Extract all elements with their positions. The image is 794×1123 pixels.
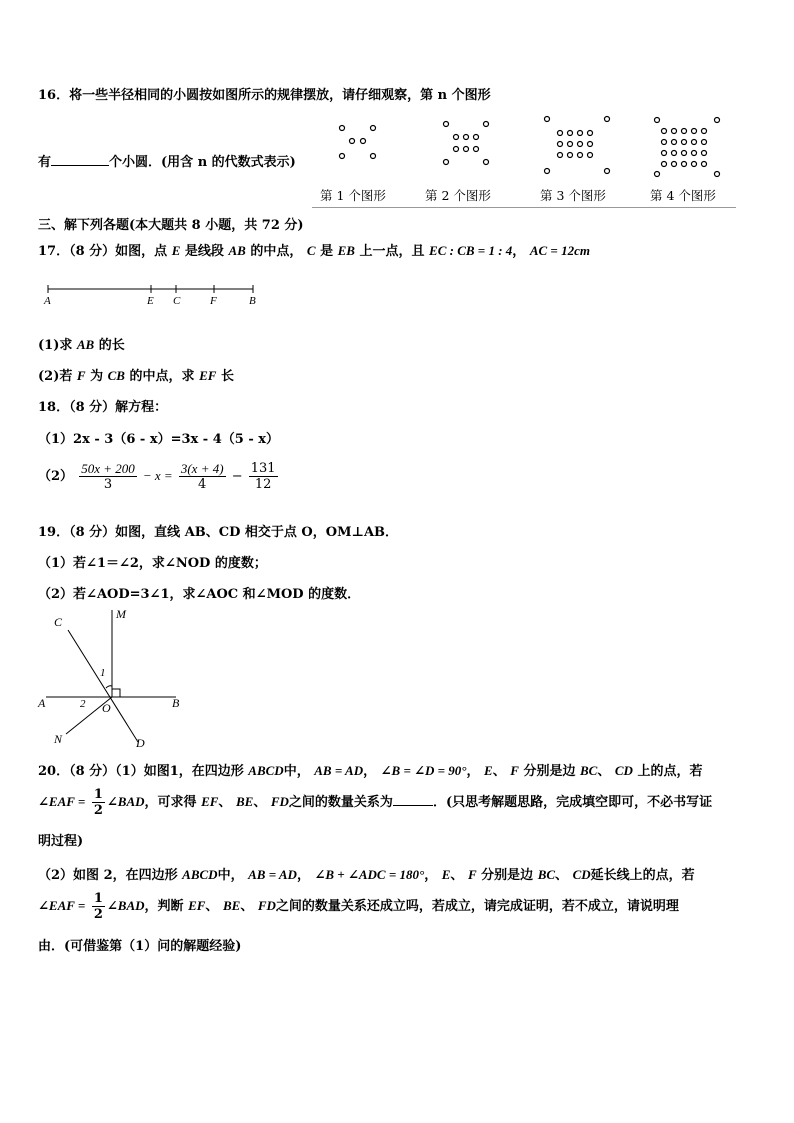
q16-caption-4: 第 4 个图形 [650,188,716,203]
q19-label-2: 2 [80,698,86,710]
q20-l1-b: 中， [283,764,310,779]
q20-l4-e: ， [424,868,438,883]
q20-half-1 [92,787,105,818]
q20-l1-bc: BC [580,763,598,778]
q20-l5-dun-2: 、 [240,899,254,914]
q20-l2-angle-pre: ∠EAF = [38,794,86,809]
q16-figure [312,113,736,208]
q20-l4-e-point: E [441,867,451,882]
q20-l4-f: 分别是边 [481,868,534,883]
q19-angle-figure [36,604,196,752]
q18-f1-den: 3 [103,477,113,492]
q16-caption-1: 第 1 个图形 [320,188,386,203]
q17-segment-eb: EB [337,243,355,258]
q20-l4-a: （2）如图 2，在四边形 [38,868,178,883]
q17-stem-a: 17．（8 分）如图，点 [38,244,168,259]
q20-l4-f-point: F [467,867,477,882]
q20-l2-a: ，可求得 [144,795,197,810]
q20-l5-a: ，判断 [144,899,184,914]
q17-p1-pre: (1)求 [38,338,73,353]
q17-stem [38,240,590,259]
q17-segment-figure [38,280,268,308]
q20-l5-dun-1: 、 [205,899,219,914]
q20-half-2 [92,891,105,922]
q20-l5-b: 之间的数量关系还成立吗，若成立，请完成证明，若不成立，请说明理 [275,899,679,914]
q20-l1-angles: ∠B = ∠D = 90° [380,763,467,778]
q17-stem-e: 上一点，且 [359,244,425,259]
q20-line-5 [38,891,679,922]
q20-l2-angle-post: ∠BAD [106,794,145,809]
q18-f2-num: 3(x + 4) [180,461,224,476]
q16-caption-2: 第 2 个图形 [425,188,491,203]
q20-half-2-den: 2 [93,907,103,922]
q20-l1-cd: CD [614,763,633,778]
q16-caption-3: 第 3 个图形 [540,188,606,203]
q20-l1-j: 上的点，若 [637,764,703,779]
q20-l2-ef: EF [201,794,219,809]
q17-p2-f: F [76,368,86,383]
q19-label-n: N [54,732,63,746]
q20-l4-dun: 、 [450,868,464,883]
q20-l4-ab-ad: AB = AD [248,867,297,882]
q20-line-2 [38,787,712,818]
q17-p2-cb: CB [107,368,125,383]
q20-l4-c: ， [296,868,310,883]
q20-line-6: 由．(可借鉴第（1）问的解题经验) [38,939,242,954]
q19-part-1: （1）若∠1＝∠2，求∠NOD 的度数； [38,556,267,571]
q20-l4-b: 中， [217,868,244,883]
q20-l1-f-point: F [510,763,519,778]
q20-line-3: 明过程) [38,834,84,849]
q16-line2-post: 个小圆．(用含 n 的代数式表示) [109,155,296,170]
q18-eq2-label: （2） [38,469,74,484]
q20-l1-abcd: ABCD [248,763,284,778]
q20-l5-fd: FD [257,898,276,913]
q19-label-o: O [102,701,111,715]
q20-l4-abcd: ABCD [182,867,218,882]
q20-l4-cd: CD [572,867,591,882]
q20-l2-dun-1: 、 [218,795,232,810]
q19-label-c: C [54,615,63,629]
section-3-heading: 三、解下列各题(本大题共 8 小题，共 72 分) [38,218,304,233]
q19-label-a: A [38,696,46,710]
q18-eq2-mid: − x = [142,468,173,483]
q17-part-1 [38,334,125,353]
q19-label-m: M [116,607,126,621]
q17-label-a: A [44,295,51,307]
q16-line1: 16．将一些半径相同的小圆按如图所示的规律摆放，请仔细观察，第 n 个图形 [38,88,491,103]
q20-l1-e-point: E [484,763,493,778]
q17-p1-post: 的长 [98,338,125,353]
q17-p2-ef: EF [199,368,217,383]
q20-half-1-den: 2 [93,803,103,818]
q19-part-2: （2）若∠AOD=3∠1，求∠AOC 和∠MOD 的度数． [38,587,361,602]
q17-p2-a: (2)若 [38,369,73,384]
q20-l1-h: 分别是边 [523,764,576,779]
q17-stem-c: 的中点， [250,244,303,259]
q17-stem-d: 是 [320,244,334,259]
q20-half-2-num: 1 [93,891,103,906]
q20-l1-f: ， [466,764,480,779]
q20-l2-c: ．(只思考解题思路，完成填空即可，不必书写证 [432,795,713,810]
q18-equation-1: （1）2x - 3（6 - x）=3x - 4（5 - x） [38,432,280,447]
q16-answer-blank[interactable] [51,153,109,166]
q20-l5-be: BE [222,898,241,913]
q20-l1-i: 、 [597,764,611,779]
q18-eq2-minus: − [231,469,243,484]
q16-line2 [38,151,296,170]
q20-l1-a: 20．（8 分）（1）如图1，在四边形 [38,764,244,779]
q17-p1-ab: AB [76,337,95,352]
q20-line-1 [38,760,703,779]
q20-l2-be: BE [235,794,254,809]
q17-label-b: B [249,295,256,307]
q20-l1-ab-ad: AB = AD [314,763,364,778]
q20-l5-angle-post: ∠BAD [106,898,145,913]
q18-f1-num: 50x + 200 [81,461,135,476]
q16-line2-pre: 有 [38,155,52,170]
q17-point-e: E [171,243,181,258]
q18-f3-num: 131 [250,461,276,476]
q20-l2-fd: FD [270,794,289,809]
q20-l4-angles: ∠B + ∠ADC = 180° [314,867,425,882]
q20-l2-dun-2: 、 [253,795,267,810]
q20-l2-b: 之间的数量关系为 [288,795,393,810]
q18-fraction-2 [179,461,226,492]
q20-l5-ef: EF [188,898,206,913]
q20-l1-d: ， [363,764,377,779]
q20-l4-dun-2: 、 [555,868,569,883]
q20-l4-bc: BC [537,867,556,882]
q18-f3-den: 12 [254,477,272,492]
q20-line-4 [38,864,695,883]
q19-label-b: B [172,696,180,710]
q17-label-c: C [173,295,181,307]
q20-half-1-num: 1 [93,787,103,802]
q20-l4-g: 延长线上的点，若 [590,868,695,883]
q17-label-f: F [210,295,217,307]
q18-fraction-3 [249,461,278,492]
q20-answer-blank[interactable] [393,793,433,806]
q20-l5-angle-pre: ∠EAF = [38,898,86,913]
q17-label-e: E [147,295,154,307]
q20-l1-g: 、 [492,764,506,779]
q19-stem: 19．（8 分）如图，直线 AB、CD 相交于点 O，OM⊥AB． [38,525,399,540]
q17-point-c: C [306,243,316,258]
q17-ac-length: AC = 12cm [529,243,590,258]
q17-p2-b: 为 [90,369,104,384]
q18-fraction-1 [79,461,137,492]
q17-part-2 [38,365,234,384]
q17-ratio: EC : CB = 1 : 4 [429,243,513,258]
q18-stem: 18．（8 分）解方程： [38,400,168,415]
q18-equation-2 [38,461,280,492]
q17-segment-ab: AB [228,243,246,258]
q17-p2-d: 长 [220,369,234,384]
q17-sep: ， [512,244,526,259]
q19-label-1: 1 [100,667,106,679]
q19-label-d: D [136,736,145,750]
q18-f2-den: 4 [198,477,207,492]
q16-circles [312,113,736,183]
q17-p2-c: 的中点，求 [129,369,195,384]
q17-stem-b: 是线段 [184,244,224,259]
